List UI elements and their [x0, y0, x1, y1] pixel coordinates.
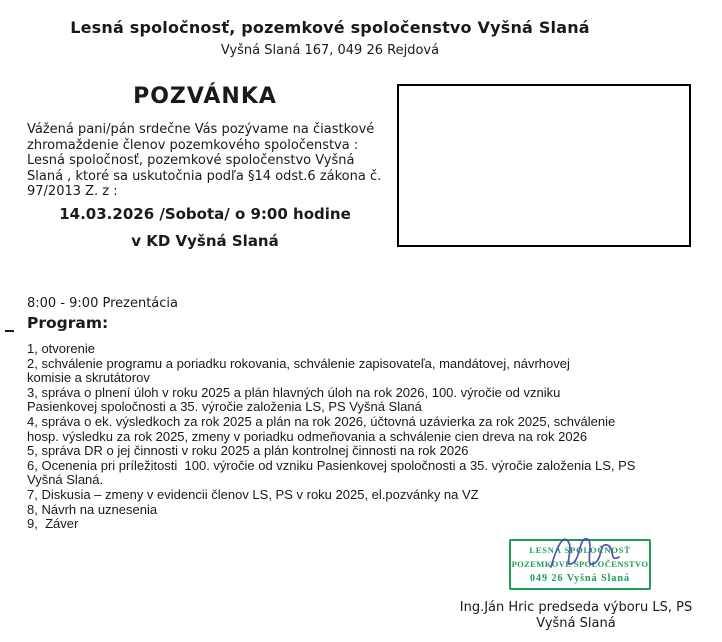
official-stamp — [509, 539, 651, 590]
intro-line: 97/2013 Z. z : — [27, 184, 118, 200]
presentation-time: 8:00 - 9:00 Prezentácia — [27, 296, 178, 311]
intro-line: Vážená pani/pán srdečne Vás pozývame na čiastkové — [27, 122, 375, 137]
program-line: 1, otvorenie — [27, 341, 95, 356]
program-line: Vyšná Slaná. — [27, 472, 104, 488]
stamp-line-2: POZEMKOVÉ SPOLOČENSTVO — [511, 559, 649, 569]
organization-name: Lesná spoločnosť, pozemkové spoločenstvo Vyšná Slaná — [70, 18, 590, 37]
program-line: 7, Diskusia – zmeny v evidencii členov LS, PS v roku 2025, el.pozvánky na VZ — [27, 486, 479, 502]
program-line: 2, schválenie programu a poriadku rokovania, schválenie zapisovateľa, mandátovej, návrhovej — [27, 355, 570, 371]
program-line: 9, Záver — [27, 516, 79, 532]
program-line: 6, Ocenenia pri príležitosti 100. výročie od vzniku Pasienkovej spoločnosti a 35. výročie založenia LS, PS — [27, 457, 636, 473]
program-line: 5, správa DR o jej činnosti v roku 2025 a plán kontrolnej činnosti na rok 2026 — [27, 443, 469, 459]
signatory-location: Vyšná Slaná — [536, 615, 616, 631]
signature-block — [430, 600, 722, 631]
program-line: 3, správa o plnení úloh v roku 2025 a plán hlavných úloh na rok 2026, 100. výročie od vzniku — [27, 384, 561, 400]
organization-address: Vyšná Slaná 167, 049 26 Rejdová — [220, 43, 440, 58]
program-line: Pasienkovej spoločnosti a 35. výročie založenia LS, PS Vyšná Slaná — [27, 399, 422, 415]
invitation-title: POZVÁNKA — [133, 84, 277, 109]
stamp-line-3: 049 26 Vyšná Slaná — [530, 573, 630, 584]
program-line: komisie a skrutátorov — [27, 370, 150, 386]
intro-line: zhromaždenie členov pozemkového spoločenstva : — [27, 137, 359, 153]
fold-mark — [5, 330, 14, 332]
signatory-name-title: Ing.Ján Hric predseda výboru LS, PS — [459, 600, 693, 615]
meeting-date-line: 14.03.2026 /Sobota/ o 9:00 hodine — [59, 205, 351, 223]
program-line: 4, správa o ek. výsledkoch za rok 2025 a plán na rok 2026, účtovná uzávierka za rok 2025, schválenie — [27, 413, 616, 429]
stamp-line-1: LESNÁ SPOLOČNOSŤ — [529, 545, 631, 555]
intro-paragraph — [27, 122, 381, 200]
program-heading: Program: — [27, 314, 109, 332]
empty-frame-box — [397, 84, 691, 247]
document-header — [0, 18, 660, 58]
intro-line: Slaná , ktoré sa uskutočnia podľa §14 odst.6 zákona č. — [27, 168, 382, 184]
program-line: 8, Návrh na uznesenia — [27, 501, 158, 517]
program-line: hosp. výsledku za rok 2025, zmeny v poriadku odmeňovania a schválenie cien dreva na rok 2026 — [27, 428, 588, 444]
meeting-venue-line: v KD Vyšná Slaná — [131, 232, 279, 250]
intro-line: Lesná spoločnosť, pozemkové spoločenstvo Vyšná — [27, 153, 355, 169]
program-list — [27, 342, 635, 532]
